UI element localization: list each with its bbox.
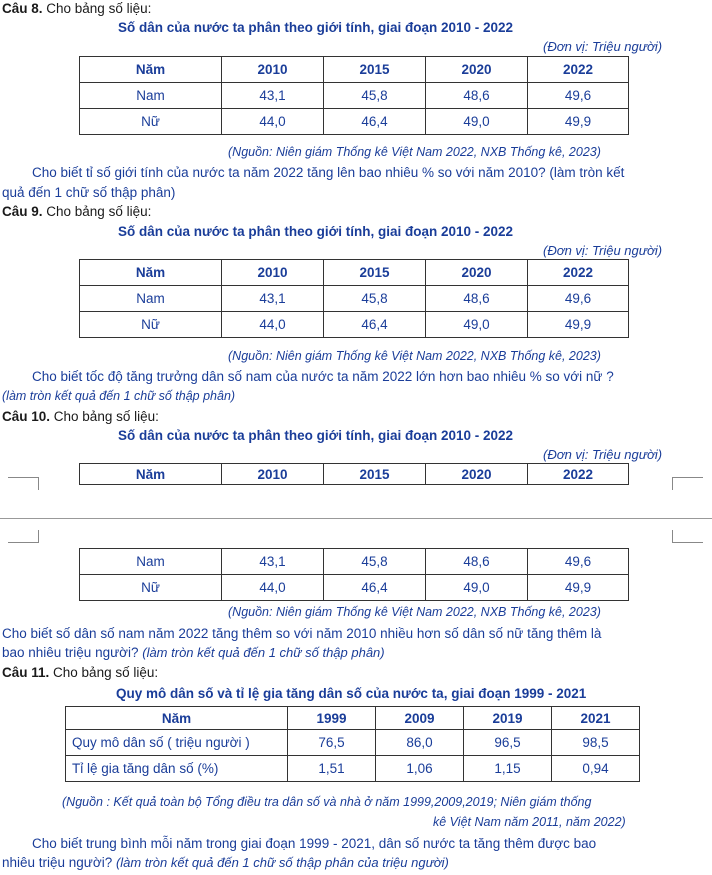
table-cell: Nam — [80, 83, 222, 109]
q11-intro: Cho bảng số liệu: — [49, 665, 159, 680]
table-cell: Nữ — [80, 109, 222, 135]
table-cell: 46,4 — [324, 109, 426, 135]
q8-heading — [2, 1, 151, 16]
q11-table — [65, 706, 640, 782]
header-cell: 2015 — [324, 57, 426, 83]
q10-question-text: bao nhiêu triệu người? — [2, 645, 143, 660]
q9-heading — [2, 204, 151, 219]
page-corner-mark — [672, 477, 703, 490]
table-cell: 49,0 — [426, 312, 528, 338]
page-break-line — [0, 518, 712, 519]
header-cell: 2010 — [222, 464, 324, 485]
table-cell: 1,06 — [376, 756, 464, 782]
q10-heading — [2, 409, 159, 424]
table-row — [80, 312, 629, 338]
table-header-row — [80, 57, 629, 83]
table-cell: Nam — [80, 549, 222, 575]
header-cell: 2021 — [552, 707, 640, 730]
q10-source: (Nguồn: Niên giám Thống kê Việt Nam 2022, NXB Thống kê, 2023) — [228, 605, 601, 619]
q8-table-title: Số dân của nước ta phân theo giới tính, giai đoạn 2010 - 2022 — [118, 20, 514, 35]
q10-unit: (Đơn vị: Triệu người) — [543, 447, 663, 462]
table-cell: 96,5 — [464, 730, 552, 756]
table-cell: 43,1 — [222, 549, 324, 575]
q10-table-title: Số dân của nước ta phân theo giới tính, giai đoạn 2010 - 2022 — [118, 428, 514, 443]
table-cell: 43,1 — [222, 286, 324, 312]
table-cell: 49,9 — [528, 312, 629, 338]
q11-question-line2 — [2, 855, 449, 870]
q8-intro: Cho bảng số liệu: — [42, 1, 152, 16]
page-corner-mark — [8, 477, 39, 490]
q10-table-body-part — [79, 548, 629, 601]
page-corner-mark — [672, 530, 703, 543]
header-cell: 1999 — [288, 707, 376, 730]
header-cell: 2022 — [528, 260, 629, 286]
table-cell: 1,51 — [288, 756, 376, 782]
table-cell: 1,15 — [464, 756, 552, 782]
table-cell: 0,94 — [552, 756, 640, 782]
q9-unit: (Đơn vị: Triệu người) — [543, 243, 663, 258]
q11-label: Câu 11. — [2, 665, 50, 680]
q9-source: (Nguồn: Niên giám Thống kê Việt Nam 2022, NXB Thống kê, 2023) — [228, 349, 601, 363]
header-cell: 2015 — [324, 260, 426, 286]
table-cell: 49,6 — [528, 83, 629, 109]
table-header-row — [80, 464, 629, 485]
header-cell: 2020 — [426, 464, 528, 485]
table-header-row — [80, 260, 629, 286]
table-cell: 49,0 — [426, 109, 528, 135]
q11-question-line1: Cho biết trung bình mỗi năm trong giai đoạn 1999 - 2021, dân số nước ta tăng thêm được bao — [32, 836, 597, 851]
table-cell: 49,6 — [528, 549, 629, 575]
table-cell: 48,6 — [426, 286, 528, 312]
header-cell: Năm — [66, 707, 288, 730]
table-row — [80, 286, 629, 312]
q11-table-title: Quy mô dân số và tỉ lệ gia tăng dân số của nước ta, giai đoạn 1999 - 2021 — [116, 686, 587, 701]
page-corner-mark — [8, 530, 39, 543]
q8-label: Câu 8. — [2, 1, 43, 16]
q9-question-line2: (làm tròn kết quả đến 1 chữ số thập phân) — [2, 389, 236, 403]
q10-question-note: (làm tròn kết quả đến 1 chữ số thập phân) — [142, 645, 385, 660]
q8-question-line1: Cho biết tỉ số giới tính của nước ta năm 2022 tăng lên bao nhiêu % so với năm 2010? (làm tròn kết — [32, 165, 625, 180]
table-row — [66, 730, 640, 756]
header-cell: 2010 — [222, 260, 324, 286]
header-cell: 2020 — [426, 57, 528, 83]
header-cell: 2015 — [324, 464, 426, 485]
table-cell: 46,4 — [324, 575, 426, 601]
table-cell: 43,1 — [222, 83, 324, 109]
header-cell: 2009 — [376, 707, 464, 730]
q10-intro: Cho bảng số liệu: — [50, 409, 159, 424]
header-cell: 2019 — [464, 707, 552, 730]
q9-intro: Cho bảng số liệu: — [42, 204, 152, 219]
table-cell: 48,6 — [426, 83, 528, 109]
q11-source-line1: (Nguồn : Kết quả toàn bộ Tổng điều tra dân số và nhà ở năm 1999,2009,2019; Niên giám thống — [62, 795, 592, 809]
table-cell: 76,5 — [288, 730, 376, 756]
table-cell: Quy mô dân số ( triệu người ) — [66, 730, 288, 756]
q10-question-line1: Cho biết số dân số nam năm 2022 tăng thêm so với năm 2010 nhiều hơn số dân số nữ tăng thêm là — [2, 626, 602, 641]
q8-table — [79, 56, 629, 135]
table-row — [80, 549, 629, 575]
q8-question-line2: quả đến 1 chữ số thập phân) — [2, 185, 176, 200]
q10-label: Câu 10. — [2, 409, 51, 424]
header-cell: 2022 — [528, 464, 629, 485]
q10-question-line2 — [2, 645, 385, 660]
header-cell: 2010 — [222, 57, 324, 83]
table-cell: 45,8 — [324, 286, 426, 312]
header-cell: Năm — [80, 57, 222, 83]
table-cell: 44,0 — [222, 312, 324, 338]
table-header-row — [66, 707, 640, 730]
table-cell: Nam — [80, 286, 222, 312]
q11-source-line2: kê Việt Nam năm 2011, năm 2022) — [433, 815, 626, 829]
q8-source: (Nguồn: Niên giám Thống kê Việt Nam 2022, NXB Thống kê, 2023) — [228, 145, 601, 159]
q9-table — [79, 259, 629, 338]
table-cell: Nữ — [80, 575, 222, 601]
table-cell: 86,0 — [376, 730, 464, 756]
table-cell: 45,8 — [324, 83, 426, 109]
table-cell: 48,6 — [426, 549, 528, 575]
header-cell: 2022 — [528, 57, 629, 83]
table-cell: Nữ — [80, 312, 222, 338]
table-cell: 49,9 — [528, 109, 629, 135]
header-cell: 2020 — [426, 260, 528, 286]
table-row — [80, 109, 629, 135]
table-row — [80, 83, 629, 109]
table-row — [66, 756, 640, 782]
q9-question-line1: Cho biết tốc độ tăng trưởng dân số nam của nước ta năm 2022 lớn hơn bao nhiêu % so với nữ ? — [32, 369, 614, 384]
table-cell: 44,0 — [222, 109, 324, 135]
q10-table-header-part — [79, 463, 629, 485]
q9-label: Câu 9. — [2, 204, 43, 219]
table-cell: 45,8 — [324, 549, 426, 575]
table-cell: Tỉ lệ gia tăng dân số (%) — [66, 756, 288, 782]
table-cell: 44,0 — [222, 575, 324, 601]
table-cell: 46,4 — [324, 312, 426, 338]
table-cell: 98,5 — [552, 730, 640, 756]
table-cell: 49,9 — [528, 575, 629, 601]
table-cell: 49,6 — [528, 286, 629, 312]
header-cell: Năm — [80, 464, 222, 485]
q11-question-text: nhiêu triệu người? — [2, 855, 116, 870]
table-cell: 49,0 — [426, 575, 528, 601]
table-row — [80, 575, 629, 601]
q11-question-note: (làm tròn kết quả đến 1 chữ số thập phân của triệu người) — [115, 855, 449, 870]
q9-table-title: Số dân của nước ta phân theo giới tính, giai đoạn 2010 - 2022 — [118, 224, 514, 239]
q11-heading — [2, 665, 158, 680]
q8-unit: (Đơn vị: Triệu người) — [543, 39, 663, 54]
header-cell: Năm — [80, 260, 222, 286]
